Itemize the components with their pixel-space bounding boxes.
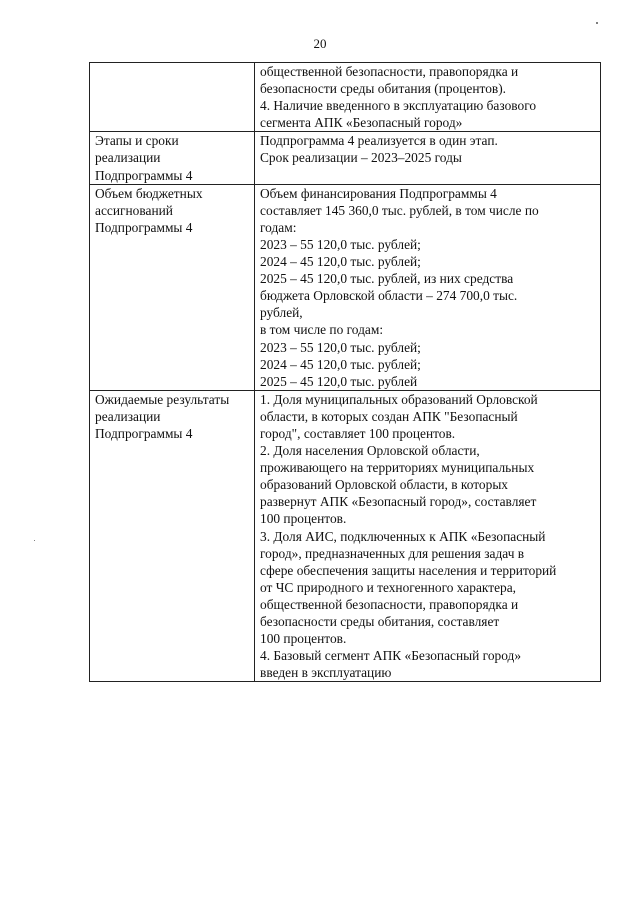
content-line: составляет 145 360,0 тыс. рублей, в том числе по — [260, 202, 539, 218]
row-label-cell — [90, 184, 255, 390]
content-line: введен в эксплуатацию — [260, 665, 392, 681]
content-line: 1. Доля муниципальных образований Орловской — [260, 391, 538, 407]
content-line: бюджета Орловской области – 274 700,0 тыс. — [260, 288, 518, 304]
table-row — [90, 132, 601, 184]
table-row — [90, 184, 601, 390]
content-line: 100 процентов. — [260, 511, 347, 527]
passport-table — [89, 62, 601, 682]
content-line: город", составляет 100 процентов. — [260, 425, 456, 441]
content-line: 3. Доля АИС, подключенных к АПК «Безопасный — [260, 528, 546, 544]
table-row — [90, 63, 601, 132]
content-line: сегмента АПК «Безопасный город» — [260, 115, 463, 131]
content-line: Срок реализации – 2023–2025 годы — [260, 150, 462, 166]
content-line: город», предназначенных для решения задач в — [260, 545, 525, 561]
content-line: образований Орловской области, в которых — [260, 477, 509, 493]
content-line: Подпрограмма 4 реализуется в один этап. — [260, 133, 498, 149]
page-number: 20 — [313, 36, 327, 51]
content-line: 2. Доля населения Орловской области, — [260, 443, 480, 459]
content-line: области, в которых создан АПК "Безопасный — [260, 408, 518, 424]
content-line: 2025 – 45 120,0 тыс. рублей, из них средства — [260, 271, 514, 287]
content-line: 2023 – 55 120,0 тыс. рублей; — [260, 339, 421, 355]
content-line: безопасности среды обитания (процентов). — [260, 81, 507, 97]
content-line: 2025 – 45 120,0 тыс. рублей — [260, 373, 418, 389]
label-line: Подпрограммы 4 — [95, 167, 193, 183]
label-line: Подпрограммы 4 — [95, 425, 193, 441]
content-line: в том числе по годам: — [260, 322, 384, 338]
label-line: Этапы и сроки — [95, 133, 179, 149]
content-line: 4. Базовый сегмент АПК «Безопасный город» — [260, 648, 522, 664]
content-line: общественной безопасности, правопорядка и — [260, 596, 519, 612]
content-line: общественной безопасности, правопорядка и — [260, 64, 519, 79]
scan-speck — [34, 540, 35, 541]
content-line: сфере обеспечения защиты населения и территорий — [260, 562, 557, 578]
content-line: 2024 – 45 120,0 тыс. рублей; — [260, 254, 421, 270]
row-label-cell — [90, 132, 255, 184]
content-line: 100 процентов. — [260, 631, 347, 647]
label-line: Объем бюджетных — [95, 185, 203, 201]
row-content-cell — [255, 184, 601, 390]
row-content-cell — [255, 390, 601, 682]
row-label-cell — [90, 390, 255, 682]
content-line: Объем финансирования Подпрограммы 4 — [260, 185, 497, 201]
scan-speck — [596, 22, 598, 24]
label-line: Подпрограммы 4 — [95, 219, 193, 235]
row-label-cell — [90, 63, 255, 132]
label-line: ассигнований — [95, 202, 173, 218]
label-line: Ожидаемые результаты — [95, 391, 230, 407]
content-line: 2023 – 55 120,0 тыс. рублей; — [260, 236, 421, 252]
label-line: реализации — [95, 150, 161, 166]
content-line: 4. Наличие введенного в эксплуатацию базового — [260, 98, 537, 114]
label-line: реализации — [95, 408, 161, 424]
content-line: развернут АПК «Безопасный город», составляет — [260, 494, 537, 510]
content-line: от ЧС природного и техногенного характера, — [260, 579, 516, 595]
content-line: безопасности среды обитания, составляет — [260, 614, 500, 629]
content-line: рублей, — [260, 305, 303, 321]
content-line: 2024 – 45 120,0 тыс. рублей; — [260, 356, 421, 372]
content-line: годам: — [260, 219, 297, 235]
table-row — [90, 390, 601, 682]
row-content-cell — [255, 63, 601, 132]
content-line: проживающего на территориях муниципальных — [260, 460, 535, 476]
table-body — [90, 63, 601, 682]
row-content-cell — [255, 132, 601, 184]
